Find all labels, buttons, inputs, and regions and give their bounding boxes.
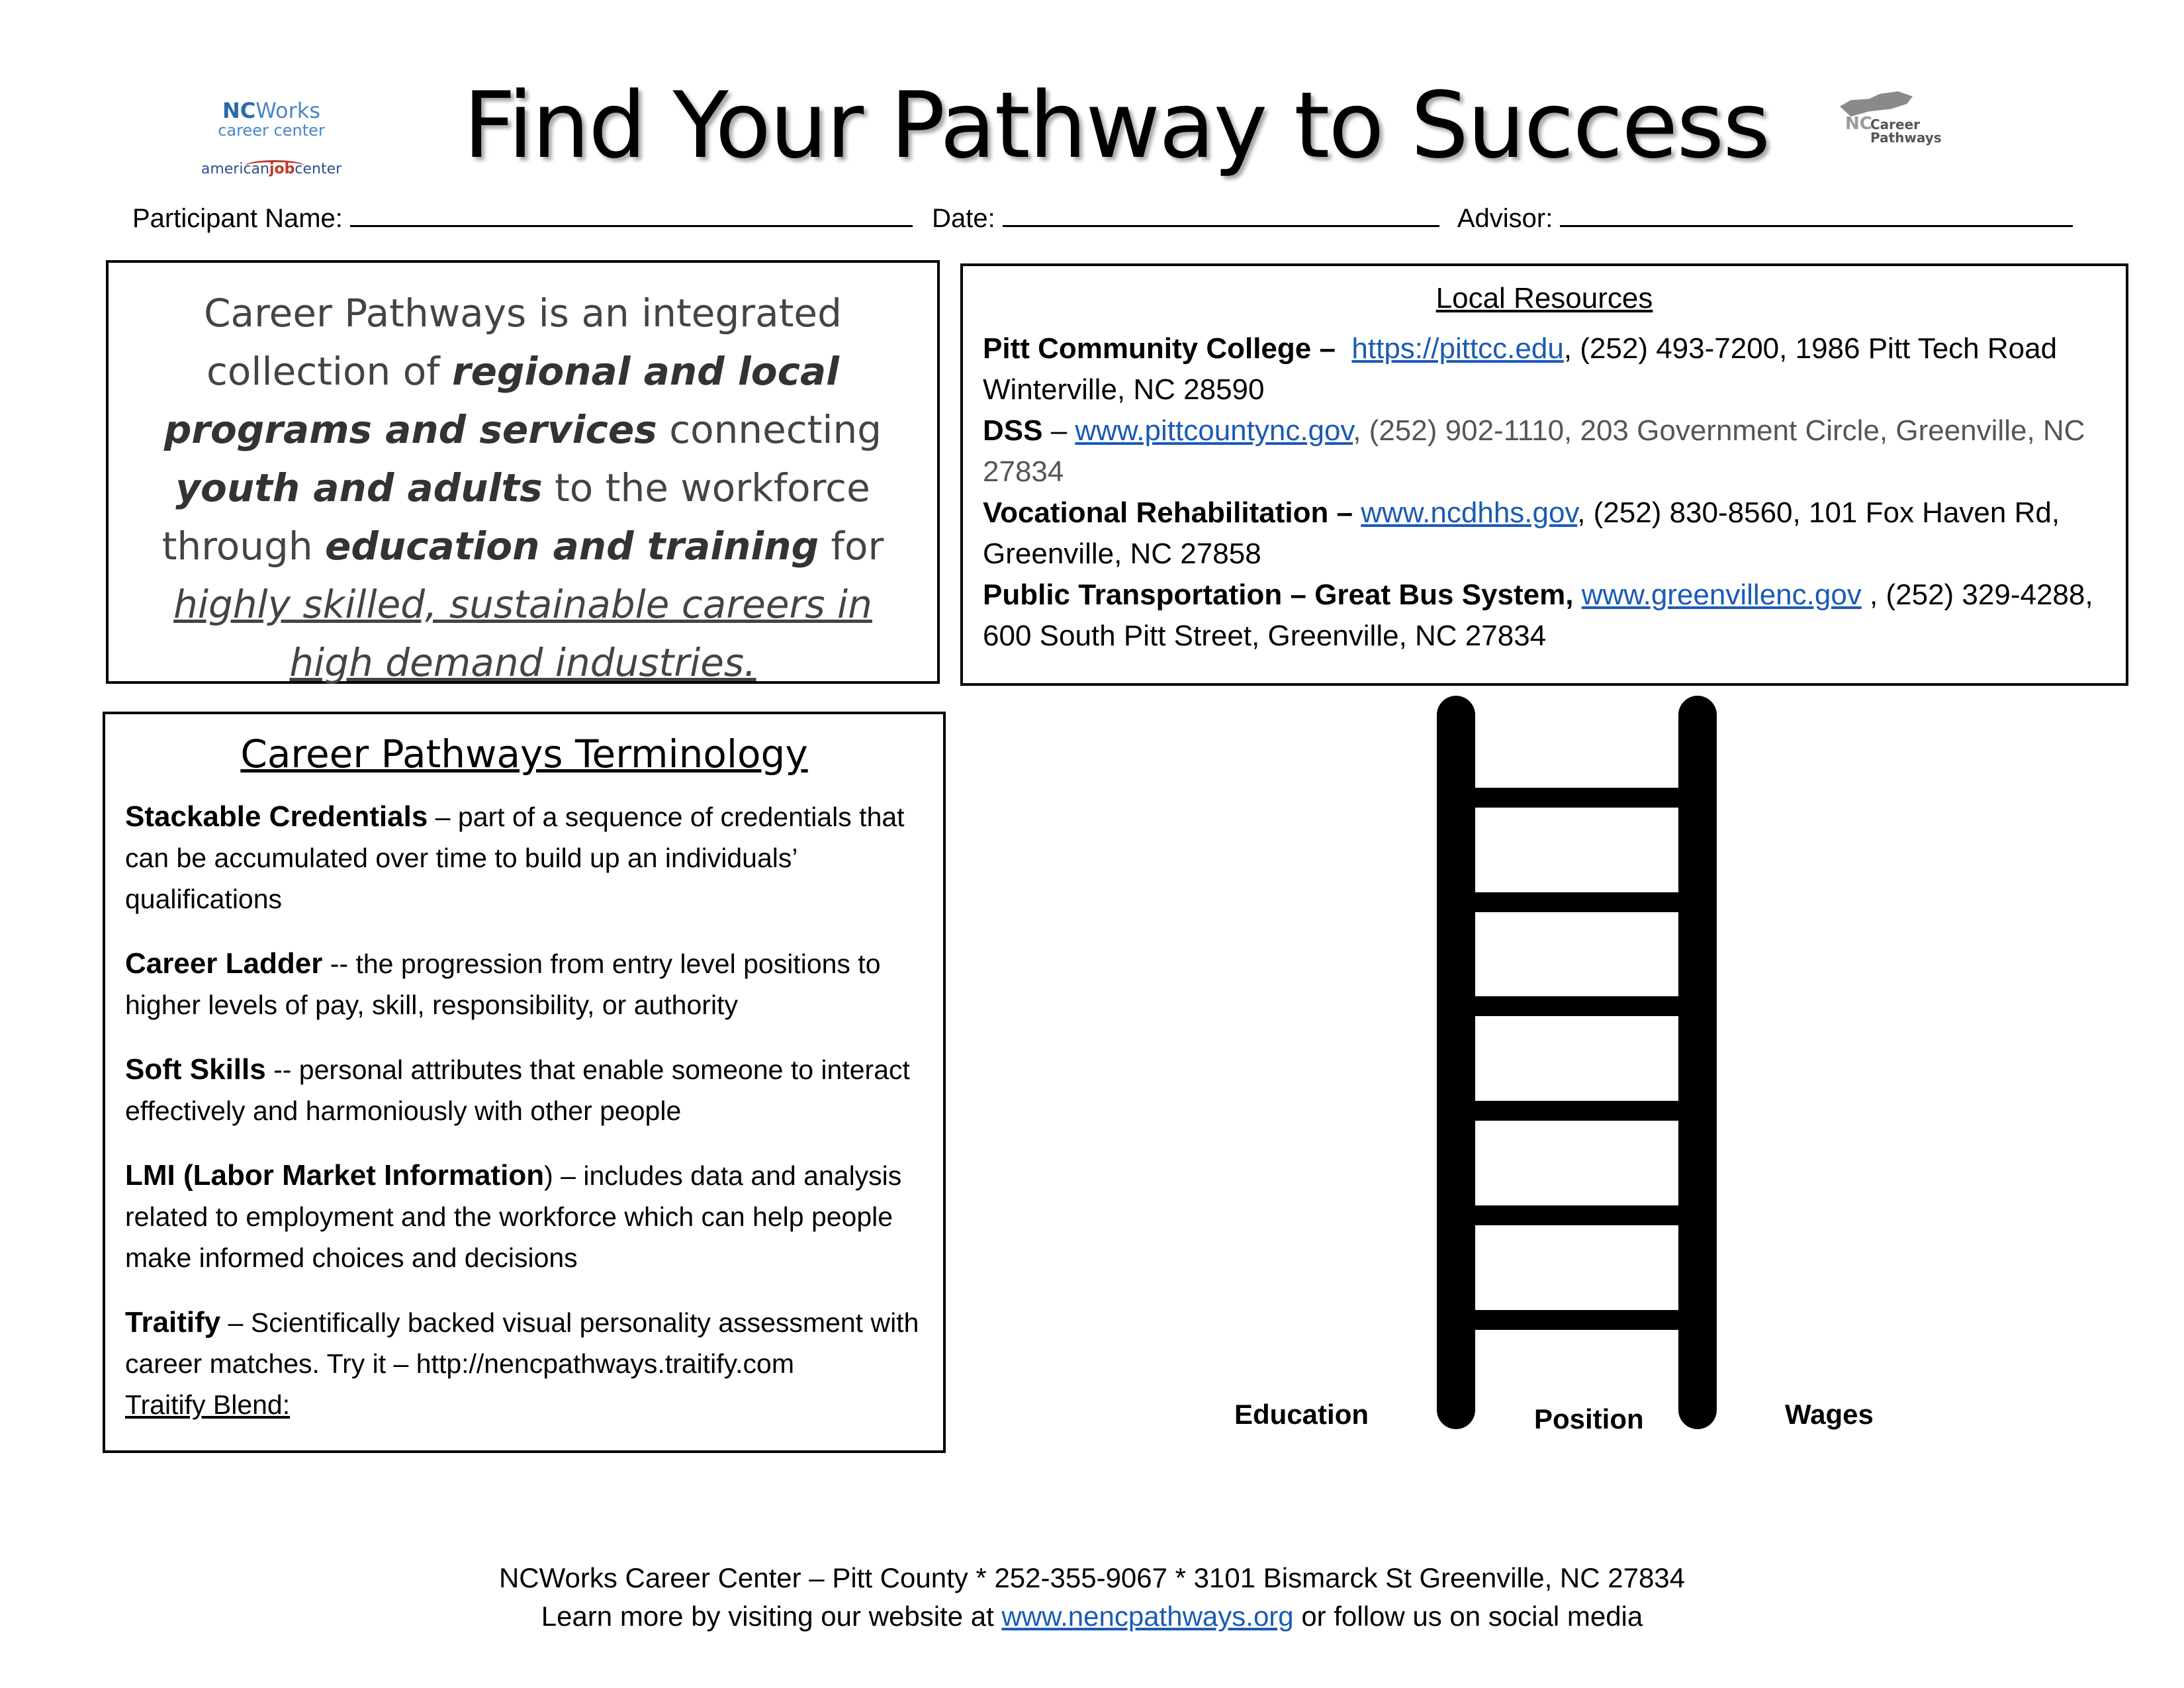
ladder-rung — [1456, 1101, 1698, 1121]
ajc-swoosh-icon — [245, 160, 304, 171]
terminology-box — [103, 712, 946, 1453]
participant-info-line — [132, 204, 2105, 234]
resource-pitt-cc: Pitt Community College – https://pittcc.edu, (252) 493-7200, 1986 Pitt Tech Road Winterville, NC 28590 — [983, 332, 2058, 406]
ladder-icon — [1430, 695, 1727, 1430]
ladder-rung — [1456, 1205, 1698, 1225]
traitify-blend-label: Traitify Blend: — [125, 1389, 291, 1420]
nc-state-icon — [1840, 91, 1913, 117]
page-title: Find Your Pathway to Success — [463, 72, 1770, 179]
terminology-title: Career Pathways Terminology — [240, 731, 808, 776]
ncworks-logo — [199, 99, 344, 179]
term-lmi: LMI (Labor Market Information) – includes data and analysis related to employment and the workforce which can help people make informed choices and decisions — [125, 1159, 902, 1273]
advisor-field[interactable] — [1560, 205, 2073, 227]
footer — [0, 1559, 2184, 1636]
resource-vocational-rehab: Vocational Rehabilitation – www.ncdhhs.gov, (252) 830-8560, 101 Fox Haven Rd, Greenville, NC 27858 — [983, 496, 2060, 570]
local-resources-title: Local Resources — [1435, 282, 1653, 314]
nc-career-pathways-logo: NC Career Pathways — [1833, 79, 1933, 159]
ladder-rung — [1456, 996, 1698, 1016]
ncworks-logo-brand: NCWorks — [222, 98, 320, 123]
footer-website-link[interactable]: www.nencpathways.org — [1001, 1601, 1294, 1632]
resource-link[interactable]: www.ncdhhs.gov — [1361, 496, 1578, 529]
resource-link[interactable]: https://pittcc.edu — [1351, 332, 1564, 365]
term-career-ladder: Career Ladder -- the progression from entry level positions to higher levels of pay, skill, responsibility, or authority — [125, 947, 881, 1020]
footer-contact-line: NCWorks Career Center – Pitt County * 252-355-9067 * 3101 Bismarck St Greenville, NC 27834 — [498, 1562, 1686, 1593]
ladder-label-position: Position — [1534, 1403, 1644, 1434]
term-stackable-credentials: Stackable Credentials – part of a sequence of credentials that can be accumulated over time to build up an individuals’ qualifications — [125, 800, 905, 914]
term-traitify: Traitify – Scientifically backed visual personality assessment with career matches. Try it – http://nencpathways.traitify.com Traitify Blend: — [125, 1306, 919, 1420]
resource-dss: DSS – www.pittcountync.gov, (252) 902-1110, 203 Government Circle, Greenville, NC 27834 — [983, 414, 2085, 488]
advisor-label: Advisor: — [1457, 204, 1553, 233]
local-resources-box — [960, 263, 2128, 686]
career-ladder-graphic — [1430, 695, 1727, 1430]
ncworks-logo-subtitle: career center — [218, 121, 325, 140]
american-job-center-logo: americanjobcenter — [201, 161, 342, 177]
ladder-rung — [1456, 1310, 1698, 1330]
date-field[interactable] — [1003, 205, 1439, 227]
ladder-rung — [1456, 788, 1698, 808]
participant-name-field[interactable] — [350, 205, 913, 227]
resource-link[interactable]: www.pittcountync.gov — [1075, 414, 1353, 447]
resource-link[interactable]: www.greenvillenc.gov — [1581, 579, 1862, 611]
ladder-rung — [1456, 892, 1698, 912]
career-pathways-intro: Career Pathways is an integrated collection of regional and local programs and services connecting youth and adults to the workforce through education and training for highly skilled, sustainable careers in high demand industries. — [106, 260, 940, 684]
ladder-label-wages: Wages — [1785, 1399, 1874, 1430]
participant-name-label: Participant Name: — [132, 204, 343, 233]
resource-public-transport: Public Transportation – Great Bus System, www.greenvillenc.gov , (252) 329-4288, 600 South Pitt Street, Greenville, NC 27834 — [983, 579, 2093, 652]
ladder-label-education: Education — [1234, 1399, 1369, 1430]
term-soft-skills: Soft Skills -- personal attributes that enable someone to interact effectively and harmoniously with other people — [125, 1053, 910, 1126]
footer-website-line: Learn more by visiting our website at www.nencpathways.org or follow us on social media — [541, 1601, 1643, 1632]
date-label: Date: — [932, 204, 995, 233]
